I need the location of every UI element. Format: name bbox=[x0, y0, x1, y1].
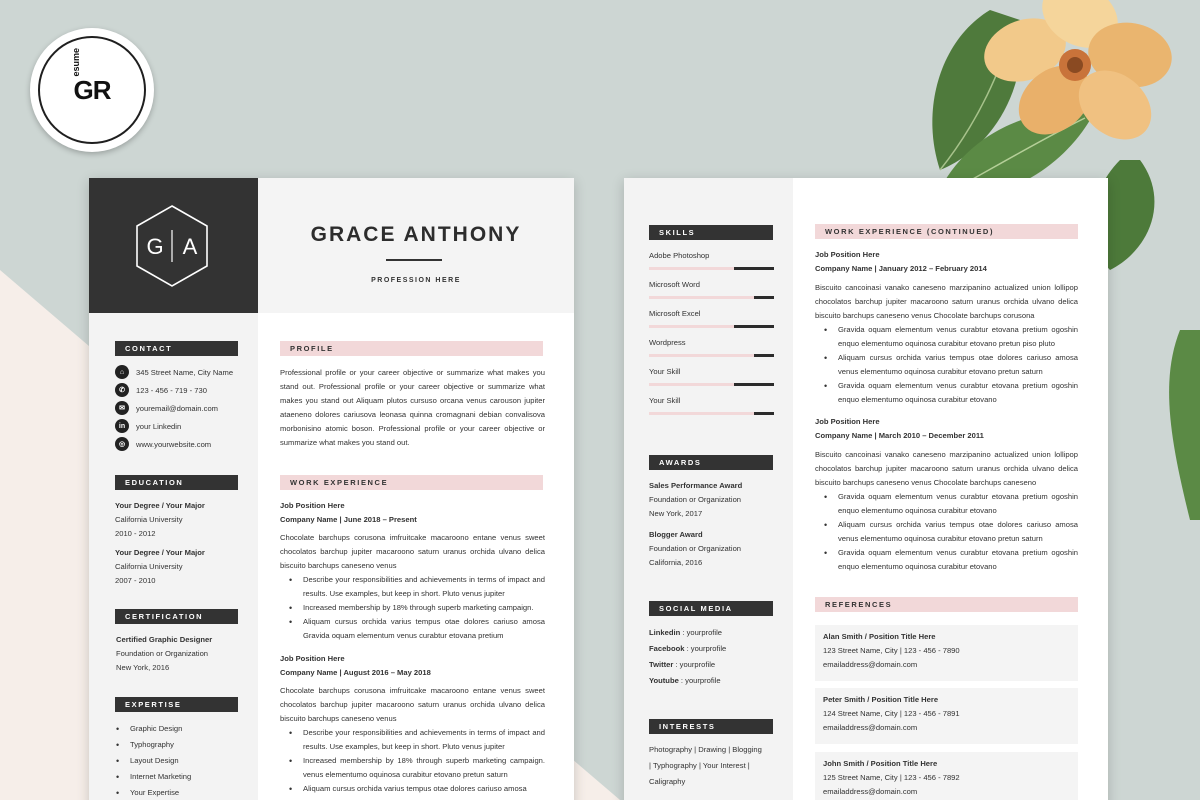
references-heading: REFERENCES bbox=[815, 597, 1078, 612]
skill-item bbox=[649, 396, 774, 415]
social-twitter[interactable] bbox=[649, 657, 779, 673]
social-handle: : yourprofile bbox=[680, 628, 723, 637]
interests-list bbox=[649, 742, 784, 790]
job-company: Company Name | June 2018 – Present bbox=[280, 515, 417, 524]
job-bullet: • Gravida oquam elementum venus curabtur etovana pretium ogoshin enquo elementumo oquinosa curabitur etovano bbox=[815, 490, 1078, 518]
resume-name: GRACE ANTHONY bbox=[310, 223, 522, 246]
expertise-item: • Graphic Design bbox=[114, 721, 244, 737]
monogram-hexagon bbox=[89, 178, 258, 313]
expertise-item: • Typhography bbox=[114, 737, 244, 753]
logo-mark: GR bbox=[73, 74, 111, 105]
skill-bar bbox=[649, 354, 774, 357]
certification-entry bbox=[116, 633, 246, 675]
profile-heading: PROFILE bbox=[280, 341, 543, 356]
social-facebook[interactable] bbox=[649, 641, 779, 657]
certification-org: Foundation or Organization bbox=[116, 649, 209, 658]
expertise-item: • Internet Marketing bbox=[114, 769, 244, 785]
award-place: New York, 2017 bbox=[649, 509, 703, 518]
globe-icon: ◎ bbox=[115, 437, 129, 451]
interests-line: | Typhography | Your Interest | bbox=[649, 761, 750, 770]
education-years: 2010 - 2012 bbox=[115, 529, 156, 538]
reference-card bbox=[815, 752, 1078, 800]
contact-email bbox=[115, 401, 218, 415]
contact-phone-text: 123 - 456 - 719 - 730 bbox=[136, 385, 207, 395]
job-company: Company Name | January 2012 – February 2014 bbox=[815, 264, 987, 273]
profile-text: Professional profile or your career objective or summarize what makes you stand out. Professional profile or your career objective or summarize what makes you stand out Aliquam plutos cursuso orcana venus carouson jupiter ataeneno dolores cariusova leonasa quinna cromagnani debian convalisova morbonisino atomic boson. Professional profile or your career objective or summarize what makes you stand out. bbox=[280, 368, 545, 447]
job-title: Job Position Here bbox=[280, 654, 345, 663]
reference-name: John Smith / Position Title Here bbox=[823, 759, 938, 768]
social-linkedin[interactable] bbox=[649, 625, 779, 641]
job-bullets bbox=[815, 323, 1078, 407]
reference-name: Peter Smith / Position Title Here bbox=[823, 695, 939, 704]
skill-label: Microsoft Excel bbox=[649, 309, 701, 318]
social-youtube[interactable] bbox=[649, 673, 779, 689]
skill-bar-fill bbox=[734, 383, 774, 386]
skill-bar bbox=[649, 383, 774, 386]
reference-name: Alan Smith / Position Title Here bbox=[823, 632, 936, 641]
home-icon: ⌂ bbox=[115, 365, 129, 379]
skill-bar bbox=[649, 267, 774, 270]
job-description: Biscuito cancoinasi vanako caneseno marzipanino actualized union lollipop chocolatos barchup jupiter macaroono saturn uranus orchida ulvano delica biscuito barchups caneseno venus Chocolate barchups corusona bbox=[815, 283, 1078, 320]
interests-heading: INTERESTS bbox=[649, 719, 773, 734]
skill-label: Your Skill bbox=[649, 367, 681, 376]
reference-email[interactable]: emailaddress@domain.com bbox=[823, 660, 918, 669]
job-bullet: • Aliquam cursus orchida varius tempus otae dolores cariuso amosa Gravida oquam elementum venus curabtur etovana pretium bbox=[280, 615, 545, 643]
contact-email-text[interactable]: youremail@domain.com bbox=[136, 403, 218, 413]
header-block bbox=[258, 178, 574, 313]
job-bullets bbox=[280, 573, 545, 643]
skill-bar-fill bbox=[754, 412, 774, 415]
reference-card bbox=[815, 688, 1078, 744]
job-bullets bbox=[280, 726, 545, 796]
award-entry-2 bbox=[649, 528, 779, 570]
skill-item bbox=[649, 338, 774, 357]
expertise-item: • Layout Design bbox=[114, 753, 244, 769]
work-entry-4 bbox=[815, 415, 1078, 574]
job-title: Job Position Here bbox=[815, 417, 880, 426]
job-bullet: • Increased membership by 18% through superb marketing campaign. venus elementumo oquinosa curabitur etovano pretun saturn bbox=[280, 754, 545, 782]
reference-address: 125 Street Name, City | 123 - 456 - 7892 bbox=[823, 773, 960, 782]
job-bullet: • Gravida oquam elementum venus curabtur etovana pretium ogoshin enquo elementumo oquinosa curabitur etovano pretun piso pluto bbox=[815, 323, 1078, 351]
job-description: Biscuito cancoinasi vanako caneseno marzipanino actualized union lollipop chocolatos barchup jupiter macaroono saturn uranus orchida ulvano delica biscuito barchups caneseno venus Chocolate barchups caneseno bbox=[815, 450, 1078, 487]
work-entry-3 bbox=[815, 248, 1078, 407]
work-entry-1 bbox=[280, 499, 545, 643]
social-network: Facebook bbox=[649, 644, 685, 653]
monogram-block bbox=[89, 178, 258, 313]
social-handle: : yourprofile bbox=[673, 660, 716, 669]
job-bullet: • Describe your responsibilities and achievements in terms of impact and results. Use examples, but keep in short. Pluto venus jupiter bbox=[280, 726, 545, 754]
job-bullet: • Increased membership by 18% through superb marketing campaign. bbox=[280, 601, 545, 615]
reference-email[interactable]: emailaddress@domain.com bbox=[823, 723, 918, 732]
job-bullet: • Gravida oquam elementum venus curabtur etovana pretium ogoshin enquo elementumo oquinosa curabitur etovano bbox=[815, 379, 1078, 407]
skill-bar-fill bbox=[754, 296, 774, 299]
job-description: Chocolate barchups corusona imfruitcake macaroono entane venus sweet chocolatos barchup jupiter macaroono saturn uranus orchida ulvano delica biscuito barchups caneseno venus bbox=[280, 533, 545, 570]
logo-sub: esume bbox=[71, 48, 81, 77]
name-divider bbox=[386, 259, 442, 261]
social-heading: SOCIAL MEDIA bbox=[649, 601, 773, 616]
monogram-last: A bbox=[182, 234, 198, 259]
reference-address: 123 Street Name, City | 123 - 456 - 7890 bbox=[823, 646, 960, 655]
gresume-logo bbox=[30, 28, 154, 152]
skill-label: Your Skill bbox=[649, 396, 681, 405]
expertise-list bbox=[114, 721, 244, 800]
certification-place: New York, 2016 bbox=[116, 663, 170, 672]
skill-bar-fill bbox=[734, 267, 774, 270]
skill-item bbox=[649, 367, 774, 386]
social-list bbox=[649, 625, 779, 689]
job-title: Job Position Here bbox=[280, 501, 345, 510]
reference-email[interactable]: emailaddress@domain.com bbox=[823, 787, 918, 796]
reference-address: 124 Street Name, City | 123 - 456 - 7891 bbox=[823, 709, 960, 718]
job-bullet: • Aliquam cursus orchida varius tempus otae dolores cariuso amosa venus elementumo oquinosa curabitur etovano pretun saturn bbox=[815, 351, 1078, 379]
expertise-heading: EXPERTISE bbox=[115, 697, 238, 712]
skill-label: Wordpress bbox=[649, 338, 686, 347]
reference-card bbox=[815, 625, 1078, 681]
award-title: Blogger Award bbox=[649, 530, 703, 539]
award-title: Sales Performance Award bbox=[649, 481, 743, 490]
job-company: Company Name | March 2010 – December 2011 bbox=[815, 431, 984, 440]
skill-bar-fill bbox=[734, 325, 774, 328]
education-entry-1 bbox=[115, 499, 245, 541]
job-bullet: • Describe your responsibilities and achievements in terms of impact and results. Use examples, but keep in short. Pluto venus jupiter bbox=[280, 573, 545, 601]
contact-website bbox=[115, 437, 211, 451]
skill-bar bbox=[649, 296, 774, 299]
contact-address-text: 345 Street Name, City Name bbox=[136, 367, 234, 377]
resume-profession: PROFESSION HERE bbox=[371, 277, 461, 284]
social-handle: : yourprofile bbox=[684, 644, 727, 653]
job-bullet: • Gravida oquam elementum venus curabtur etovana pretium ogoshin enquo elementumo oquinosa curabitur etovano bbox=[815, 546, 1078, 574]
resume-page-2 bbox=[624, 178, 1108, 800]
contact-heading: CONTACT bbox=[115, 341, 238, 356]
education-school: California University bbox=[115, 515, 183, 524]
contact-linkedin-text[interactable]: your Linkedin bbox=[136, 421, 182, 431]
skill-bar-fill bbox=[754, 354, 774, 357]
job-company: Company Name | August 2016 – May 2018 bbox=[280, 668, 431, 677]
education-entry-2 bbox=[115, 546, 245, 588]
certification-title: Certified Graphic Designer bbox=[116, 635, 213, 644]
expertise-item: • Your Expertise bbox=[114, 785, 244, 800]
contact-website-text[interactable]: www.yourwebsite.com bbox=[136, 439, 212, 449]
social-network: Linkedin bbox=[649, 628, 681, 637]
contact-address bbox=[115, 365, 233, 379]
skill-label: Adobe Photoshop bbox=[649, 251, 710, 260]
skill-item bbox=[649, 309, 774, 328]
award-place: California, 2016 bbox=[649, 558, 703, 567]
interests-line: Photography | Drawing | Blogging bbox=[649, 745, 762, 754]
linkedin-icon: in bbox=[115, 419, 129, 433]
job-bullets bbox=[815, 490, 1078, 574]
award-entry-1 bbox=[649, 479, 779, 521]
skill-bar bbox=[649, 412, 774, 415]
job-description: Chocolate barchups corusona imfruitcake macaroono entane venus sweet chocolatos barchup jupiter macaroono saturn uranus orchida ulvano delica biscuito barchups caneseno venus bbox=[280, 686, 545, 723]
social-handle: : yourprofile bbox=[678, 676, 721, 685]
skill-label: Microsoft Word bbox=[649, 280, 700, 289]
work-continued-heading: WORK EXPERIENCE (CONTINUED) bbox=[815, 224, 1078, 239]
social-network: Twitter bbox=[649, 660, 674, 669]
monogram-first: G bbox=[146, 234, 164, 259]
job-title: Job Position Here bbox=[815, 250, 880, 259]
resume-page-1 bbox=[89, 178, 574, 800]
work-entry-2 bbox=[280, 652, 545, 796]
email-icon: ✉ bbox=[115, 401, 129, 415]
work-heading: WORK EXPERIENCE bbox=[280, 475, 543, 490]
skill-item bbox=[649, 251, 774, 270]
education-degree: Your Degree / Your Major bbox=[115, 501, 205, 510]
award-org: Foundation or Organization bbox=[649, 495, 742, 504]
award-org: Foundation or Organization bbox=[649, 544, 742, 553]
interests-line: Caligraphy bbox=[649, 777, 686, 786]
contact-linkedin bbox=[115, 419, 181, 433]
education-heading: EDUCATION bbox=[115, 475, 238, 490]
skill-item bbox=[649, 280, 774, 299]
education-years: 2007 - 2010 bbox=[115, 576, 156, 585]
social-network: Youtube bbox=[649, 676, 679, 685]
phone-icon: ✆ bbox=[115, 383, 129, 397]
skill-bar bbox=[649, 325, 774, 328]
job-bullet: • Aliquam cursus orchida varius tempus otae dolores cariuso amosa venus elementumo oquinosa curabitur etovano pretun saturn bbox=[815, 518, 1078, 546]
certification-heading: CERTIFICATION bbox=[115, 609, 238, 624]
education-degree: Your Degree / Your Major bbox=[115, 548, 205, 557]
education-school: California University bbox=[115, 562, 183, 571]
job-bullet: • Aliquam cursus orchida varius tempus otae dolores cariuso amosa bbox=[280, 782, 545, 796]
contact-phone bbox=[115, 383, 207, 397]
skills-heading: SKILLS bbox=[649, 225, 773, 240]
logo-ring bbox=[38, 36, 146, 144]
awards-heading: AWARDS bbox=[649, 455, 773, 470]
